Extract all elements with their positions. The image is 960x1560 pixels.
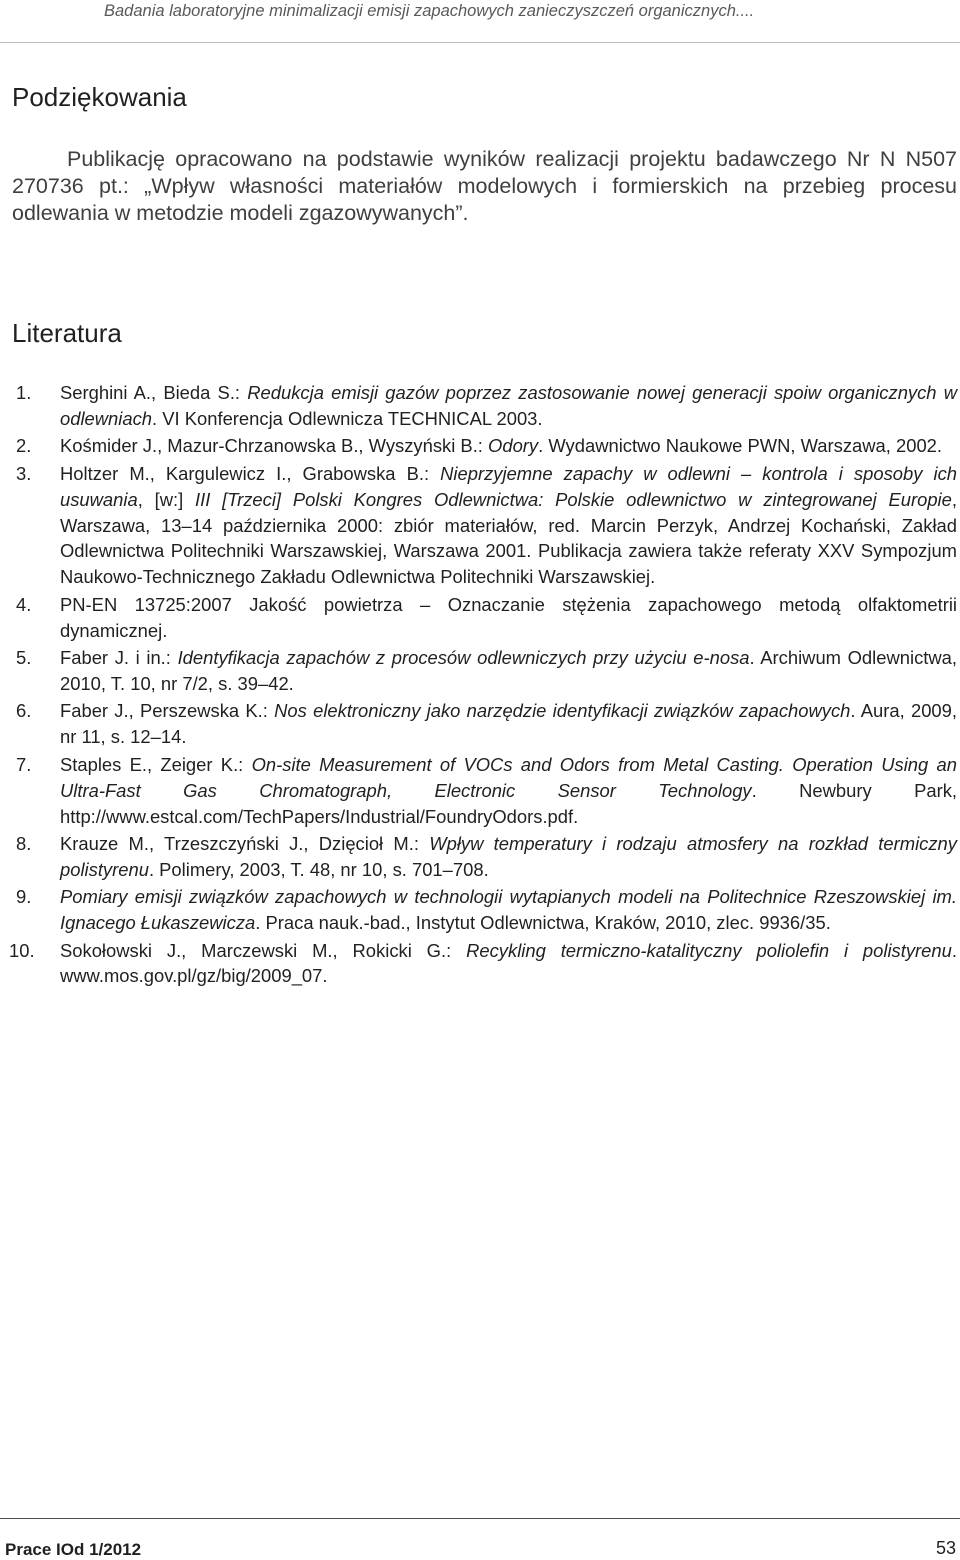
reference-number: 6. [16, 700, 32, 722]
reference-details: . www.mos.gov.pl/gz/big/2009_07. [60, 939, 957, 987]
reference-number: 2. [16, 435, 32, 457]
reference-source-details: , Warszawa, 13–14 października 2000: zbiór materiałów, red. Marcin Perzyk, Andrzej Kochański, Zakład Odlewnictwa Politechniki Warszawskiej, Warszawa 2001. Publikacja zawiera także referaty XXV Sympozjum Naukowo-Technicznego Zakładu Odlewnictwa Politechniki Warszawskiej. [60, 488, 957, 588]
reference-authors: Serghini A., Bieda S.: [60, 382, 248, 403]
reference-item [0, 831, 957, 883]
reference-details: . Aura, 2009, nr 11, s. 12–14. [60, 700, 957, 748]
acknowledgements-text: Publikację opracowano na podstawie wyników realizacji projektu badawczego Nr N N507 270736 pt.: „Wpływ własności materiałów modelowych i formierskich na przebieg procesu odlewania w metodzie modeli zgazowywanych”. [12, 147, 957, 225]
reference-title: Nos elektroniczny jako narzędzie identyfikacji związków zapachowych [274, 700, 851, 722]
page-number: 53 [935, 1538, 956, 1558]
reference-title: Wpływ temperatury i rodzaju atmosfery na rozkład termiczny polistyrenu [60, 832, 957, 880]
reference-authors: Sokołowski J., Marczewski M., Rokicki G.: [60, 939, 467, 961]
reference-authors: Holtzer M., Kargulewicz I., Grabowska B.: [60, 462, 441, 484]
reference-number: 1. [16, 382, 32, 403]
reference-details: , [w:] [137, 488, 195, 510]
reference-details: . VI Konferencja Odlewnicza TECHNICAL 2003. [152, 407, 543, 429]
reference-details: . Praca nauk.-bad., Instytut Odlewnictwa, Kraków, 2010, zlec. 9936/35. [255, 912, 831, 934]
reference-authors: Krauze M., Trzeszczyński J., Dzięcioł M.: [60, 832, 430, 854]
reference-number: 7. [16, 753, 32, 775]
reference-item [0, 645, 957, 697]
reference-item [0, 884, 957, 936]
reference-details: . Wydawnictwo Naukowe PWN, Warszawa, 2002. [538, 435, 943, 457]
reference-source-title: III [Trzeci] Polski Kongres Odlewnictwa: Polskie odlewnictwo w zintegrowanej Europie [195, 488, 952, 510]
running-header [0, 0, 960, 43]
reference-number: 3. [16, 462, 32, 484]
reference-title: Identyfikacja zapachów z procesów odlewniczych przy użyciu e-nosa [177, 647, 750, 669]
reference-item [0, 938, 957, 990]
reference-item [0, 380, 957, 432]
reference-title: Recykling termiczno-katalityczny poliolefin i polistyrenu [466, 939, 952, 961]
reference-item [0, 461, 957, 591]
reference-title: Pomiary emisji związków zapachowych w technologii wytapianych modeli na Politechnice Rzeszowskiej im. Ignacego Łukaszewicza [60, 886, 957, 934]
reference-details: . Archiwum Odlewnictwa, 2010, T. 10, nr 7/2, s. 39–42. [60, 647, 957, 694]
reference-details: . Newbury Park, http://www.estcal.com/TechPapers/Industrial/FoundryOdors.pdf. [60, 779, 957, 827]
running-title: Badania laboratoryjne minimalizacji emisji zapachowych zanieczyszczeń organicznych.... [104, 2, 755, 20]
literature-heading: Literatura [12, 318, 122, 348]
reference-authors: Faber J., Perszewska K.: [60, 700, 275, 722]
reference-number: 10. [9, 939, 35, 961]
reference-title: On-site Measurement of VOCs and Odors from Metal Casting. Operation Using an Ultra-Fast Gas Chromatograph, Electronic Sensor Technology [60, 753, 957, 801]
reference-number: 4. [16, 593, 32, 615]
reference-list [0, 380, 957, 991]
footer-journal-name: Prace IOd 1/2012 [5, 1540, 142, 1559]
acknowledgements-heading: Podziękowania [12, 82, 187, 112]
reference-number: 8. [16, 832, 32, 854]
reference-title: Odory [488, 435, 539, 457]
reference-authors: Faber J. i in.: [60, 647, 178, 669]
reference-item [0, 433, 957, 459]
reference-authors: Staples E., Zeiger K.: [60, 753, 252, 775]
reference-details: . Polimery, 2003, T. 48, nr 10, s. 701–708. [148, 858, 489, 880]
reference-number: 9. [16, 886, 32, 908]
footer-rule [0, 1518, 960, 1519]
reference-item [0, 752, 957, 830]
reference-item [0, 592, 957, 644]
reference-authors: Kośmider J., Mazur-Chrzanowska B., Wyszyński B.: [60, 435, 489, 457]
reference-number: 5. [16, 647, 32, 669]
reference-authors: PN-EN 13725:2007 Jakość powietrza – Oznaczanie stężenia zapachowego metodą olfaktometrii dynamicznej. [60, 593, 957, 641]
reference-title: Nieprzyjemne zapachy w odlewni – kontrola i sposoby ich usuwania [60, 462, 957, 510]
reference-title: Redukcja emisji gazów poprzez zastosowanie nowej generacji spoiw organicznych w odlewniach [60, 382, 958, 429]
reference-item [0, 698, 957, 750]
